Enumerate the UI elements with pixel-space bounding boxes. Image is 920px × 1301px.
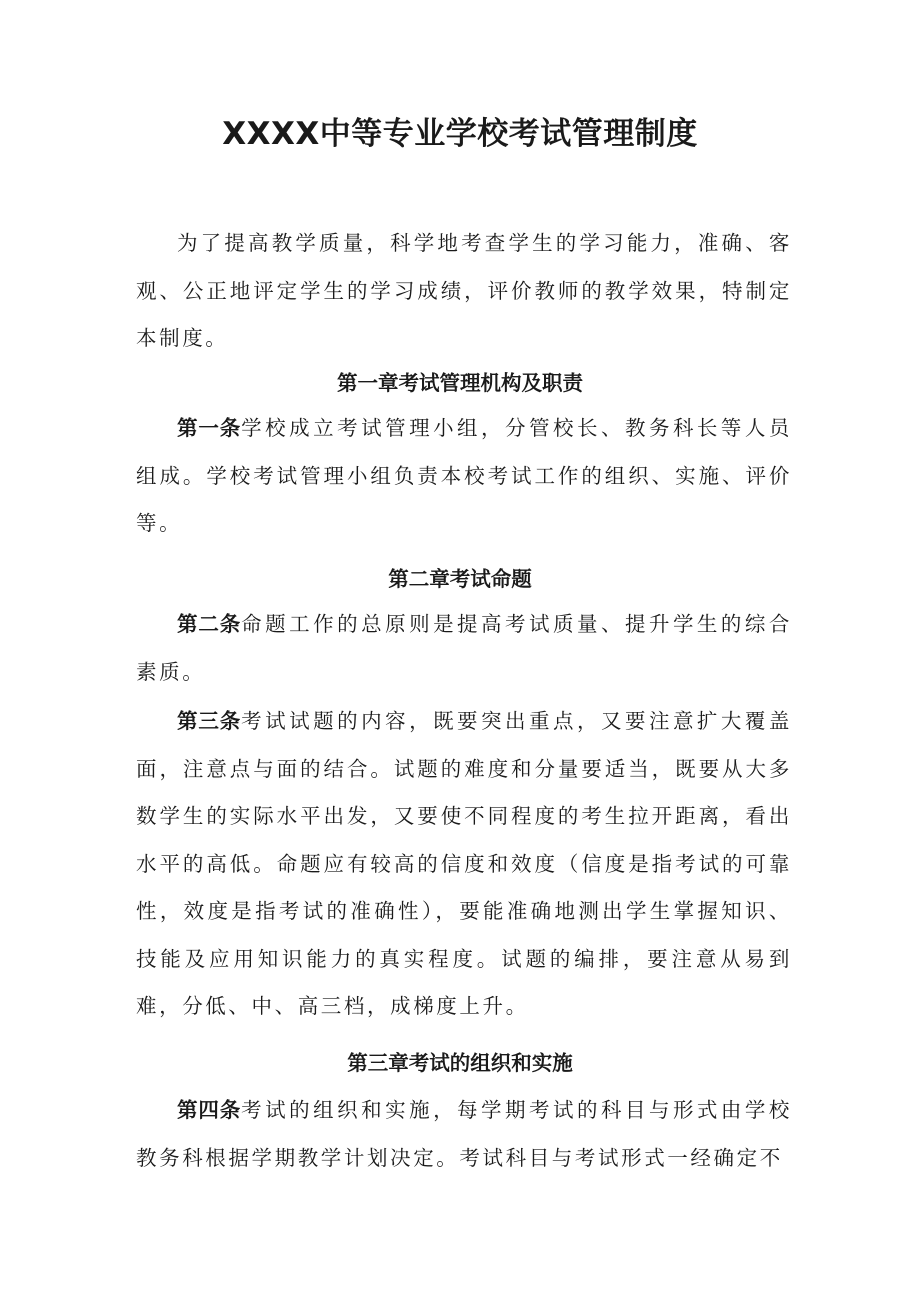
article-3-text: 考试试题的内容，既要突出重点，又要注意扩大覆盖面，注意点与面的结合。试题的难度和分量要适当，既要从大多数学生的实际水平出发，又要使不同程度的考生拉开距离，看出水平的高低。命题应有较高的信度和效度（信度是指考试的可靠性，效度是指考试的准确性），要能准确地测出学生掌握知识、技能及应用知识能力的真实程度。试题的编排，要注意从易到难，分低、中、高三档，成梯度上升。 [136,709,792,1018]
article-4-label: 第四条 [177,1098,242,1122]
article-2-text: 命题工作的总原则是提高考试质量、提升学生的综合素质。 [136,612,792,684]
article-2-label: 第二条 [177,612,242,636]
article-4 [136,1087,792,1182]
article-1-label: 第一条 [177,416,242,440]
chapter-3-heading: 第三章考试的组织和实施 [347,1051,573,1075]
chapter-1-heading: 第一章考试管理机构及职责 [337,371,583,395]
document-title: XXXX中等专业学校考试管理制度 [222,116,698,152]
chapter-2-heading: 第二章考试命题 [388,567,532,591]
article-2 [136,601,792,696]
article-1 [136,405,792,548]
article-4-text: 考试的组织和实施，每学期考试的科目与形式由学校教务科根据学期教学计划决定。考试科目与考试形式一经确定不 [136,1098,792,1170]
article-1-text: 学校成立考试管理小组，分管校长、教务科长等人员组成。学校考试管理小组负责本校考试工作的组织、实施、评价等。 [136,416,792,535]
article-3 [136,698,792,1031]
intro-paragraph: 为了提高教学质量，科学地考查学生的学习能力，准确、客观、公正地评定学生的学习成绩，评价教师的教学效果，特制定本制度。 [136,231,792,350]
article-3-label: 第三条 [177,709,242,733]
